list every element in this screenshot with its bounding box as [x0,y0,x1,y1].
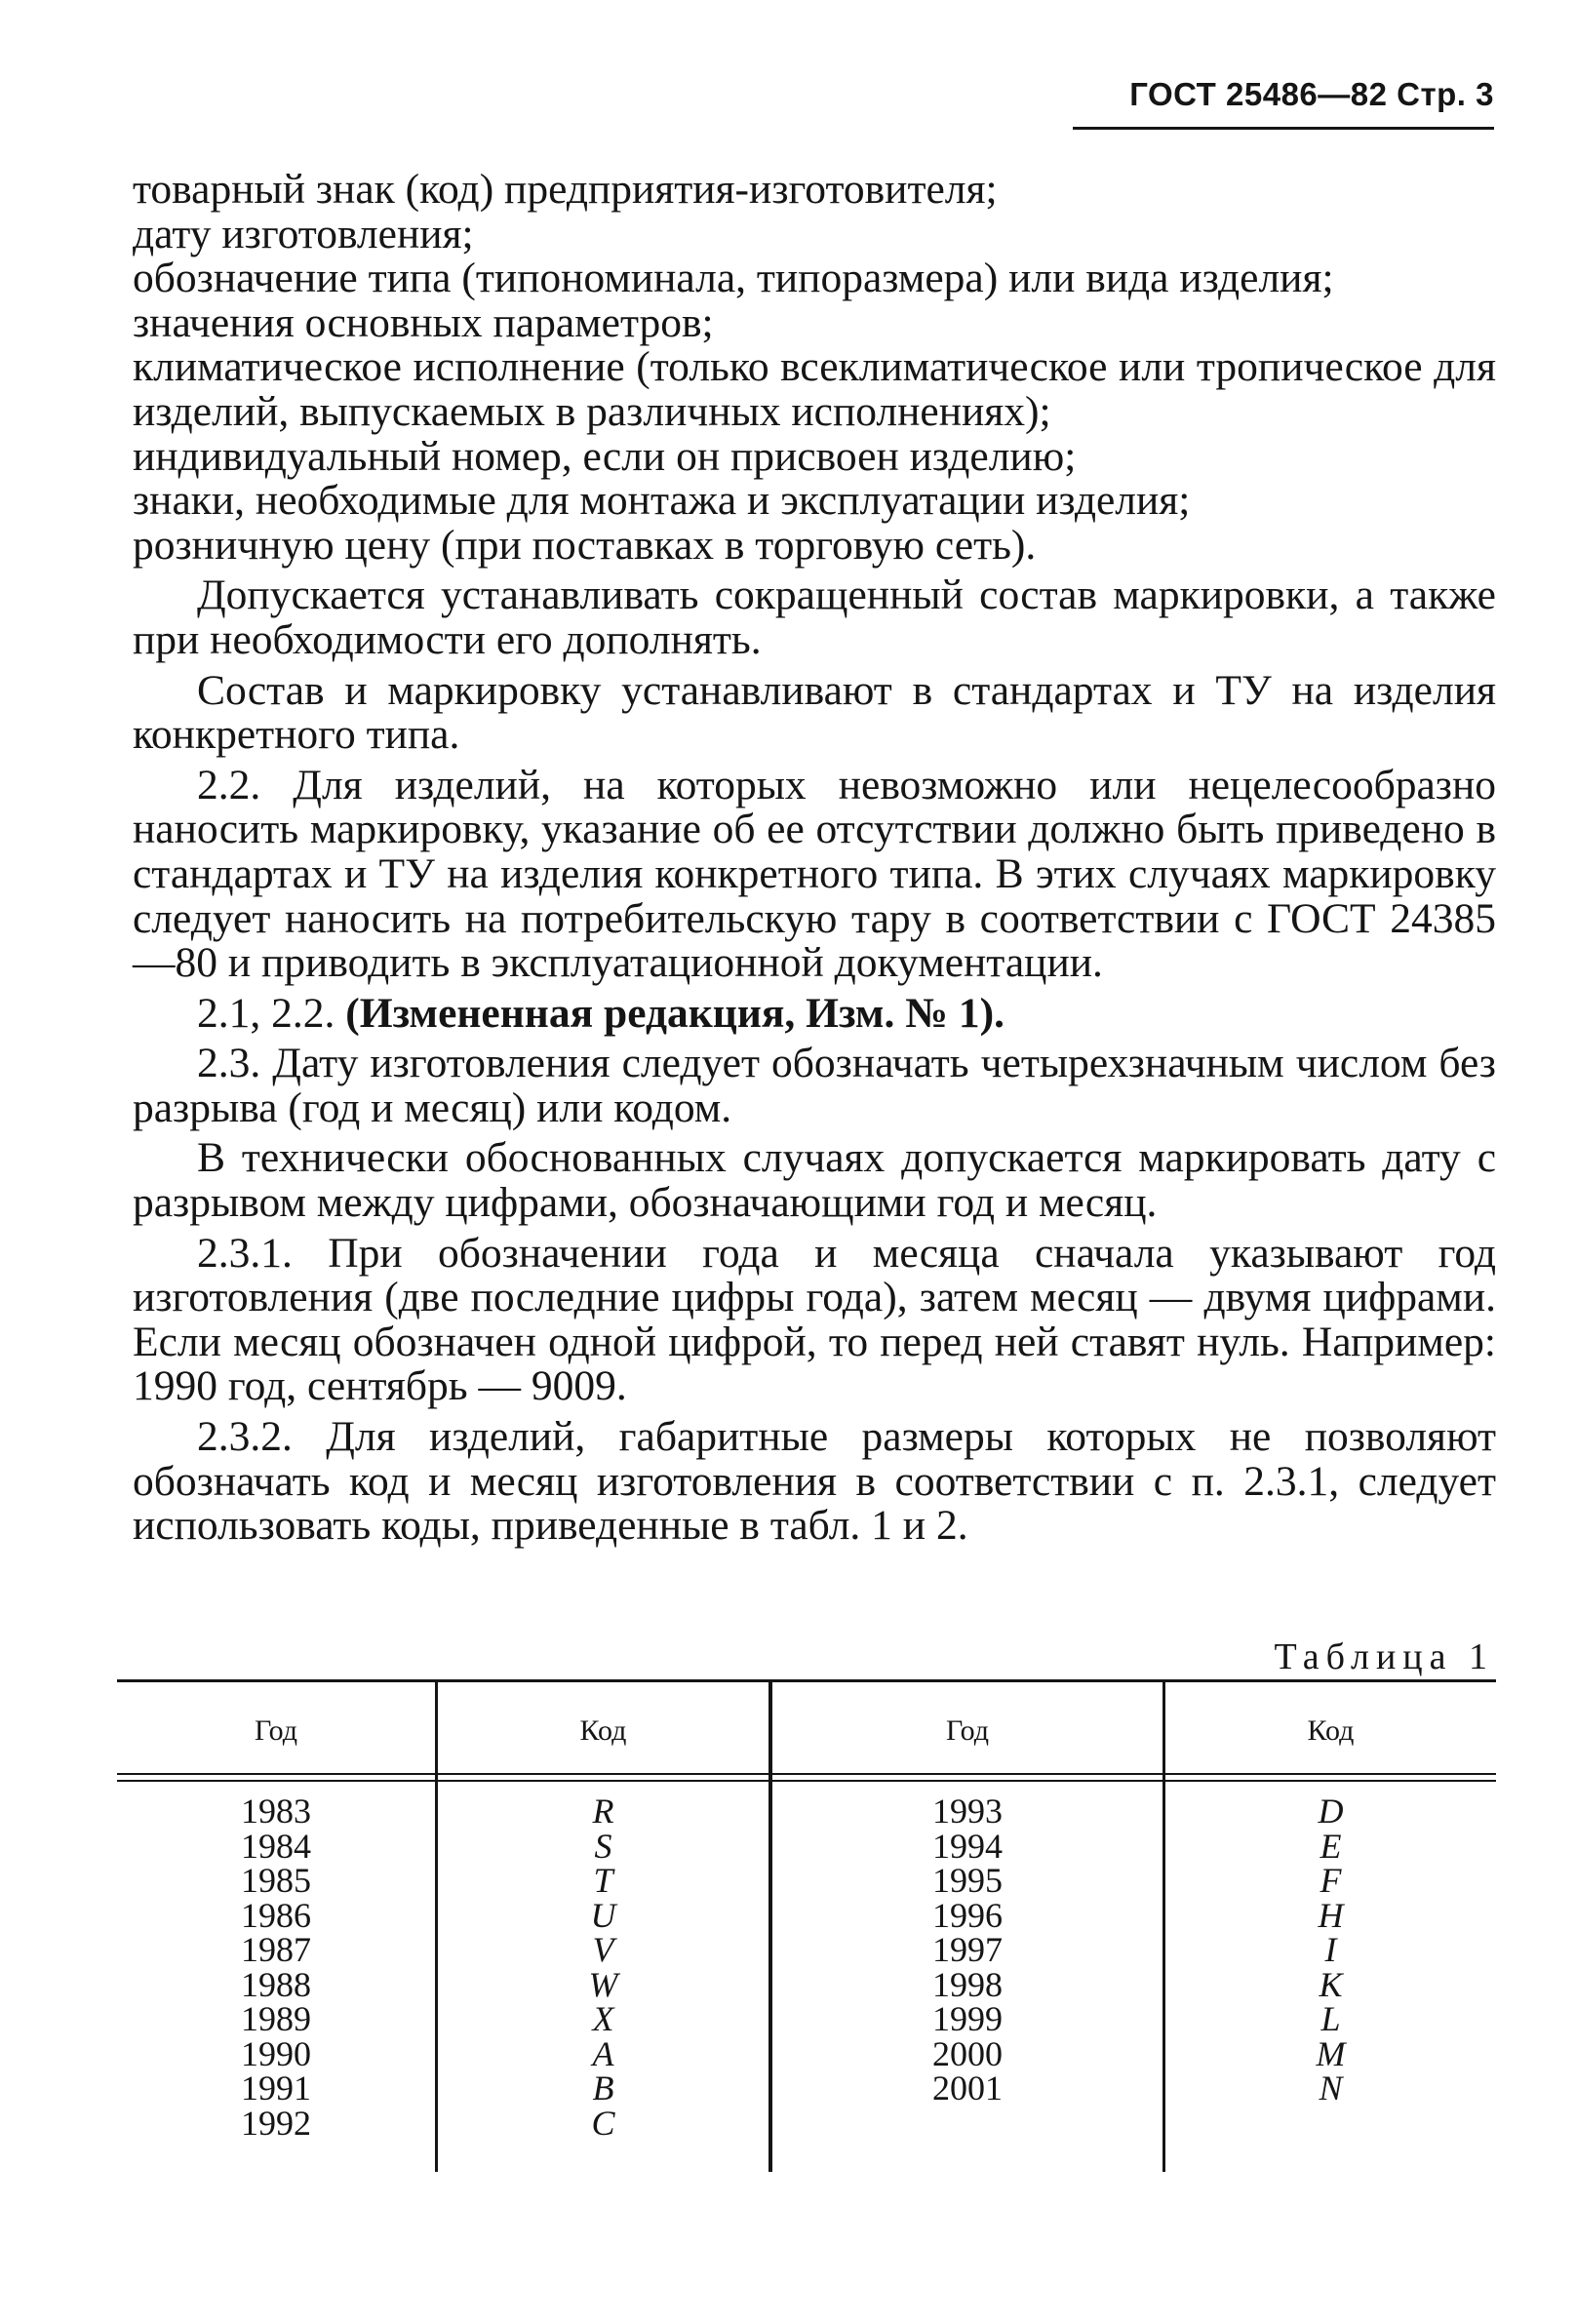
table-cell: R [592,1792,614,1831]
header-rule [1073,127,1494,130]
table-cell: 1993 [932,1792,1003,1831]
table-cell: 1996 [932,1895,1003,1935]
paragraph: Состав и маркировку устанавливают в стандартах и ТУ на изделия конкретного типа. [133,666,1496,759]
column-header-code: Код [1307,1714,1355,1747]
column-header-code: Код [579,1714,627,1747]
table-cell: 1998 [932,1964,1003,2004]
column-header-year: Год [945,1714,990,1747]
table-cell: 1995 [932,1861,1003,1900]
table-caption: Таблица 1 [1274,1636,1494,1677]
paragraph: В технически обоснованных случаях допускается маркировать дату с разрывом между цифрами, обозначающими год и месяц. [133,1134,1496,1227]
table-cell: X [592,1999,614,2038]
list-item: дату изготовления; [133,210,474,257]
table-cell: 1997 [932,1930,1003,1969]
table-cell: 1990 [241,2033,311,2073]
code-table [117,1679,1496,2177]
table-cell: U [590,1895,616,1935]
table-cell: N [1319,2068,1343,2107]
table-cell: 1986 [241,1895,311,1935]
table-cell: E [1320,1826,1342,1866]
column-header-year: Год [254,1714,298,1747]
years-left-column [117,1794,435,2141]
table-cell: 1985 [241,1861,311,1900]
clause-2-3-2: 2.3.2. Для изделий, габаритные размеры которых не позволяют обозначать код и месяц изготовления в соответствии с п. 2.3.1, следует использовать коды, приведенные в табл. 1 и 2. [133,1413,1496,1550]
table-cell: 2001 [932,2068,1003,2107]
table-cell: H [1318,1895,1344,1935]
table-top-rule [117,1679,1496,1682]
table-cell: 1991 [241,2068,311,2107]
header-rule-1 [117,1773,1496,1775]
table-cell: W [588,1964,618,2004]
body-text [133,168,1496,1549]
clause-2-2: 2.2. Для изделий, на которых невозможно или нецелесообразно наносить маркировку, указание об ее отсутствии должно быть приведено в стандартах и ТУ на изделия конкретного типа. В этих случаях маркировку следует наносить на потребительскую тару в соответствии с ГОСТ 24385—80 и приводить в эксплуатационной документации. [133,761,1496,987]
codes-right-column [1165,1794,1496,2107]
list-item: знаки, необходимые для монтажа и эксплуатации изделия; [133,477,1191,525]
amendment-note [133,989,1496,1037]
table-cell: 1987 [241,1930,311,1969]
table-cell: L [1320,1999,1341,2038]
table-cell: C [591,2103,615,2143]
amendment-text: (Измененная редакция, Изм. № 1). [345,989,1005,1037]
table-cell: T [593,1861,613,1900]
list-item: индивидуальный номер, если он присвоен изделию; [133,432,1077,480]
table-cell: 1984 [241,1826,311,1866]
list-item: розничную цену (при поставках в торговую сеть). [133,521,1037,569]
table-cell: B [592,2068,614,2107]
years-right-column [772,1794,1162,2107]
list-item: обозначение типа (типономинала, типоразмера) или вида изделия; [133,255,1334,302]
page-header: ГОСТ 25486—82 Стр. 3 [1129,76,1494,112]
list-item: значения основных параметров; [133,298,714,346]
table-cell: 1992 [241,2103,311,2143]
table-cell: 1989 [241,1999,311,2038]
table-cell: 1994 [932,1826,1003,1866]
amendment-ref: 2.1, 2.2. [197,989,335,1037]
codes-left-column [438,1794,768,2141]
table-cell: F [1320,1861,1342,1900]
table-cell: V [592,1930,614,1969]
table-cell: 1983 [241,1792,311,1831]
list-item: климатическое исполнение (только всеклиматическое или тропическое для изделий, выпускаемых в различных исполнениях); [133,343,1496,435]
paragraph: Допускается устанавливать сокращенный состав маркировки, а также при необходимости его дополнять. [133,571,1496,663]
table-cell: D [1318,1792,1344,1831]
table-cell: M [1316,2033,1346,2073]
table-cell: 1988 [241,1964,311,2004]
clause-2-3-1: 2.3.1. При обозначении года и месяца сначала указывают год изготовления (две последние цифры года), затем месяц — двумя цифрами. Если месяц обозначен одной цифрой, то перед ней ставят нуль. Например: 1990 год, сентябрь — 9009. [133,1229,1496,1410]
table-cell: S [594,1826,612,1866]
table-cell: K [1319,1964,1343,2004]
table-cell: 2000 [932,2033,1003,2073]
table-cell: A [592,2033,614,2073]
list-item: товарный знак (код) предприятия-изготовителя; [133,166,998,213]
table-cell: 1999 [932,1999,1003,2038]
header-rule-2 [117,1780,1496,1782]
clause-2-3: 2.3. Дату изготовления следует обозначать четырехзначным числом без разрыва (год и месяц) или кодом. [133,1040,1496,1131]
table-cell: I [1324,1930,1337,1969]
